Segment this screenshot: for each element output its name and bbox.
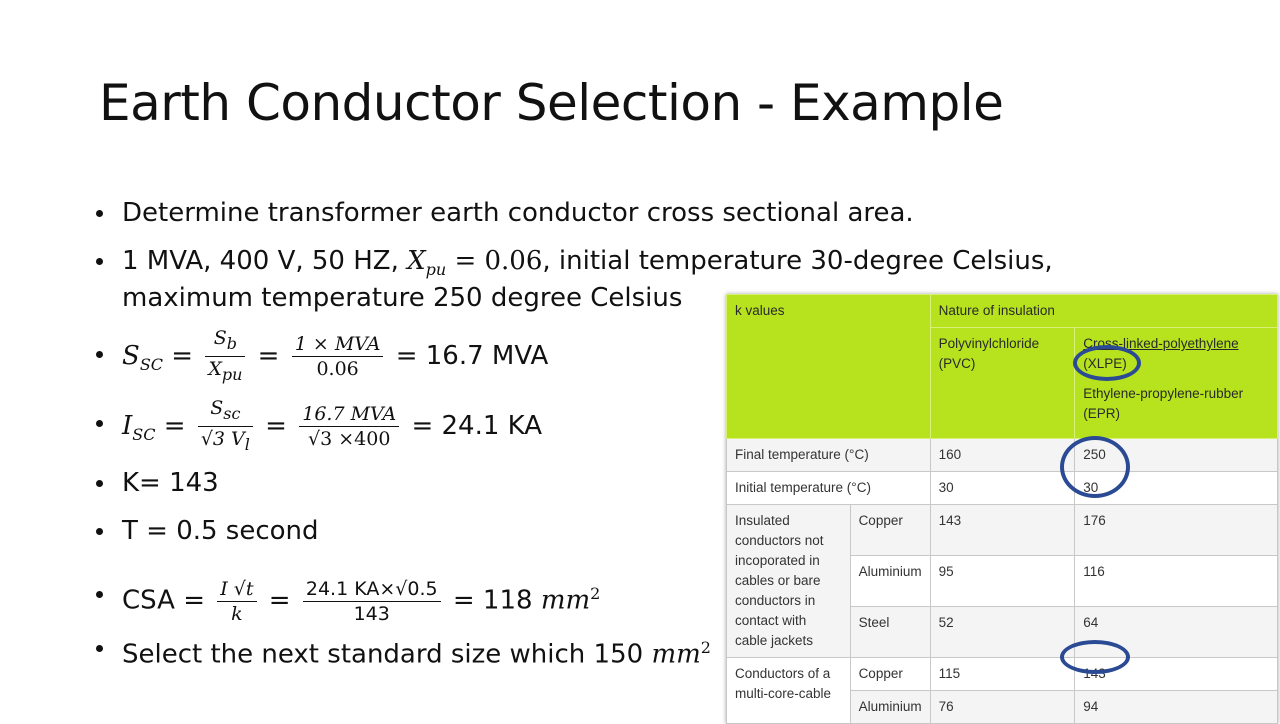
table-row bbox=[727, 505, 1278, 556]
cell-initial-xlpe: 30 bbox=[1075, 472, 1278, 505]
b8-unit: mm bbox=[651, 639, 701, 670]
fraction-24-1 bbox=[303, 577, 441, 626]
k-values-table bbox=[726, 294, 1278, 724]
xpu-symbol: X bbox=[407, 246, 426, 276]
cell-g2-al-pvc: 76 bbox=[930, 691, 1075, 724]
bullet-dot bbox=[96, 591, 103, 598]
frac-den-sub: pu bbox=[221, 364, 243, 384]
bullet-6: T = 0.5 second bbox=[122, 516, 319, 546]
header-epr: Ethylene-propylene-rubber (EPR) bbox=[1083, 386, 1244, 421]
b8-exp: 2 bbox=[700, 638, 711, 657]
cell-final-xlpe: 250 bbox=[1075, 439, 1278, 472]
group-label-insulated: Insulated conductors not incoporated in cables or bare conductors in contact with cable jackets bbox=[727, 505, 851, 658]
cell-g1-steel-xlpe: 64 bbox=[1075, 607, 1278, 658]
frac-den: X bbox=[208, 357, 222, 380]
cell-g1-steel-pvc: 52 bbox=[930, 607, 1075, 658]
frac-num: 1 × MVA bbox=[292, 332, 384, 357]
csa-result: = 118 bbox=[444, 585, 541, 616]
isc-symbol: I bbox=[122, 410, 133, 441]
cell-final-pvc: 160 bbox=[930, 439, 1075, 472]
bullet-2-prefix: 1 MVA, 400 V, 50 HZ, bbox=[122, 246, 408, 276]
xpu-subscript: pu bbox=[425, 260, 447, 280]
frac-den: 143 bbox=[353, 602, 390, 625]
cell-g1-al: Aluminium bbox=[850, 556, 930, 607]
bullet-dot bbox=[96, 210, 103, 217]
row-label-initial: Initial temperature (°C) bbox=[727, 472, 931, 505]
ssc-result: = 16.7 MVA bbox=[387, 340, 549, 371]
isc-subscript: SC bbox=[132, 424, 156, 444]
header-xlpe-abbr: (XLPE) bbox=[1083, 356, 1127, 371]
cell-g1-copper: Copper bbox=[850, 505, 930, 556]
bullet-8 bbox=[122, 632, 711, 671]
csa-exp: 2 bbox=[590, 584, 601, 603]
bullet-dot bbox=[96, 258, 103, 265]
highlight-circle-143 bbox=[1060, 640, 1130, 674]
equals: = bbox=[249, 340, 288, 371]
header-pvc: Polyvinylchloride (PVC) bbox=[930, 328, 1075, 439]
frac-num: I √t bbox=[217, 577, 256, 602]
fraction-sb-xpu bbox=[205, 326, 245, 387]
slide-title: Earth Conductor Selection - Example bbox=[99, 74, 1004, 132]
cell-g2-al: Aluminium bbox=[850, 691, 930, 724]
frac-den: 0.06 bbox=[316, 357, 359, 380]
fraction-ssc-v bbox=[198, 396, 253, 457]
bullet-dot bbox=[96, 420, 103, 427]
frac-num: S bbox=[210, 397, 224, 419]
table-row bbox=[727, 439, 1278, 472]
frac-den: √3 V bbox=[200, 427, 245, 450]
equals: = bbox=[260, 585, 299, 616]
frac-den: √3 ×400 bbox=[308, 427, 391, 450]
bullet-8-text: Select the next standard size which 150 bbox=[122, 639, 652, 670]
row-label-final: Final temperature (°C) bbox=[727, 439, 931, 472]
frac-num-sub: b bbox=[226, 333, 238, 353]
highlight-circle-xlpe bbox=[1073, 345, 1141, 381]
bullet-5: K= 143 bbox=[122, 468, 219, 498]
bullet-2 bbox=[122, 245, 1053, 286]
header-k-values: k values bbox=[727, 295, 931, 439]
frac-num-sub: sc bbox=[223, 403, 241, 423]
cell-initial-pvc: 30 bbox=[930, 472, 1075, 505]
equals: = bbox=[155, 410, 194, 441]
cell-g1-al-pvc: 95 bbox=[930, 556, 1075, 607]
cell-g2-copper-pvc: 115 bbox=[930, 658, 1075, 691]
fraction-mva bbox=[292, 332, 384, 381]
equals: = bbox=[256, 410, 296, 441]
isc-result: = 24.1 KA bbox=[403, 410, 543, 441]
bullet-dot bbox=[96, 645, 103, 652]
ssc-subscript: SC bbox=[139, 354, 164, 374]
bullet-dot bbox=[96, 351, 103, 358]
header-xlpe: Cross-linked-polyethylene bbox=[1083, 336, 1239, 351]
cell-g1-steel: Steel bbox=[850, 607, 930, 658]
csa-label: CSA = bbox=[122, 585, 214, 616]
table-row bbox=[727, 472, 1278, 505]
fraction-16-7 bbox=[299, 402, 399, 451]
highlight-circle-temps bbox=[1060, 436, 1130, 498]
frac-den-sub: l bbox=[244, 434, 250, 454]
cell-g1-copper-pvc: 143 bbox=[930, 505, 1075, 556]
cell-g1-al-xlpe: 116 bbox=[1075, 556, 1278, 607]
bullet-dot bbox=[96, 528, 103, 535]
table-header-row bbox=[727, 295, 1278, 328]
frac-den: k bbox=[231, 602, 243, 625]
frac-num: 24.1 KA×√0.5 bbox=[303, 577, 441, 602]
cell-g2-copper-xlpe: 143 bbox=[1075, 658, 1278, 691]
group-label-multicore: Conductors of a multi-core-cable bbox=[727, 658, 851, 724]
bullet-3-ssc bbox=[122, 326, 548, 393]
bullet-2-line-2: maximum temperature 250 degree Celsius bbox=[122, 283, 683, 313]
table-row bbox=[727, 658, 1278, 691]
bullet-7-csa bbox=[122, 566, 600, 629]
cell-g2-copper: Copper bbox=[850, 658, 930, 691]
cell-g1-copper-xlpe: 176 bbox=[1075, 505, 1278, 556]
ssc-symbol: S bbox=[122, 340, 140, 371]
xpu-value: = 0.06 bbox=[446, 246, 543, 276]
bullet-2-suffix: , initial temperature 30-degree Celsius, bbox=[542, 246, 1053, 276]
bullet-4-isc bbox=[122, 396, 542, 463]
bullet-dot bbox=[96, 480, 103, 487]
fraction-i-t-k bbox=[217, 577, 256, 626]
frac-num: 16.7 MVA bbox=[299, 402, 399, 427]
bullet-1: Determine transformer earth conductor cross sectional area. bbox=[122, 198, 914, 228]
header-nature: Nature of insulation bbox=[930, 295, 1277, 328]
cell-g2-al-xlpe: 94 bbox=[1075, 691, 1278, 724]
equals: = bbox=[163, 340, 202, 371]
frac-num: S bbox=[213, 327, 227, 349]
csa-unit: mm bbox=[540, 585, 591, 616]
